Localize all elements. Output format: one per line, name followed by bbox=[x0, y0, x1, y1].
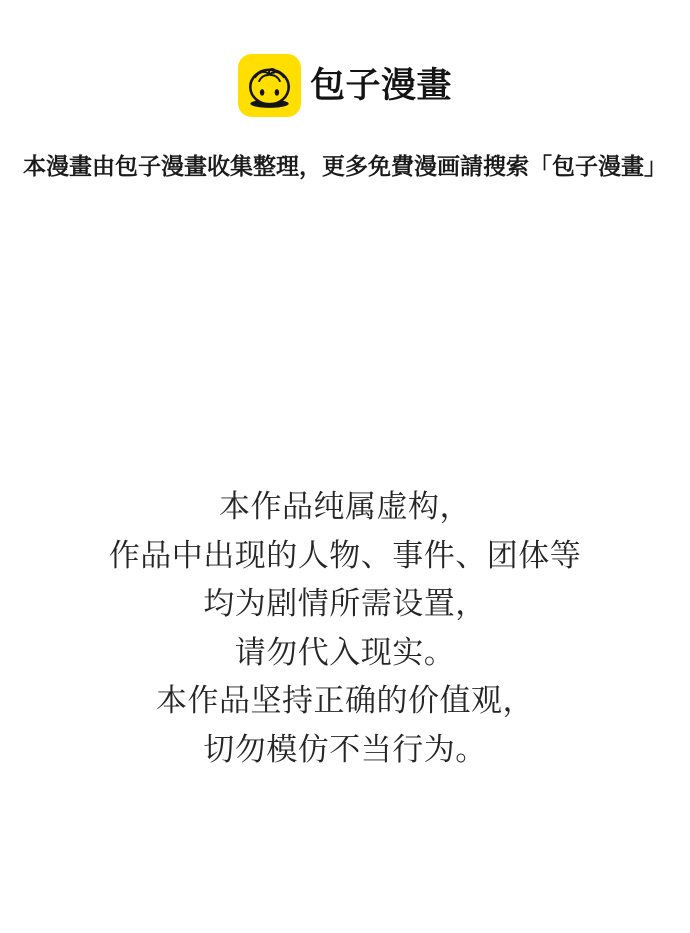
disclaimer-line: 请勿代入现实。 bbox=[234, 634, 456, 670]
disclaimer-line: 切勿模仿不当行为。 bbox=[203, 731, 487, 767]
brand-name: 包子漫畫 bbox=[309, 65, 452, 105]
disclaimer-line: 本作品纯属虚构， bbox=[219, 489, 471, 524]
disclaimer-block bbox=[0, 483, 690, 774]
collection-notice: 本漫畫由包子漫畫收集整理，更多免費漫画請搜索「包子漫畫」 bbox=[23, 153, 667, 179]
disclaimer-line: 本作品坚持正确的价值观， bbox=[156, 683, 534, 718]
disclaimer-line: 作品中出现的人物、事件、团体等 bbox=[108, 537, 582, 573]
brand-header bbox=[0, 53, 690, 117]
disclaimer-line: 均为剧情所需设置， bbox=[203, 586, 487, 621]
baozi-bun-icon bbox=[238, 54, 301, 117]
